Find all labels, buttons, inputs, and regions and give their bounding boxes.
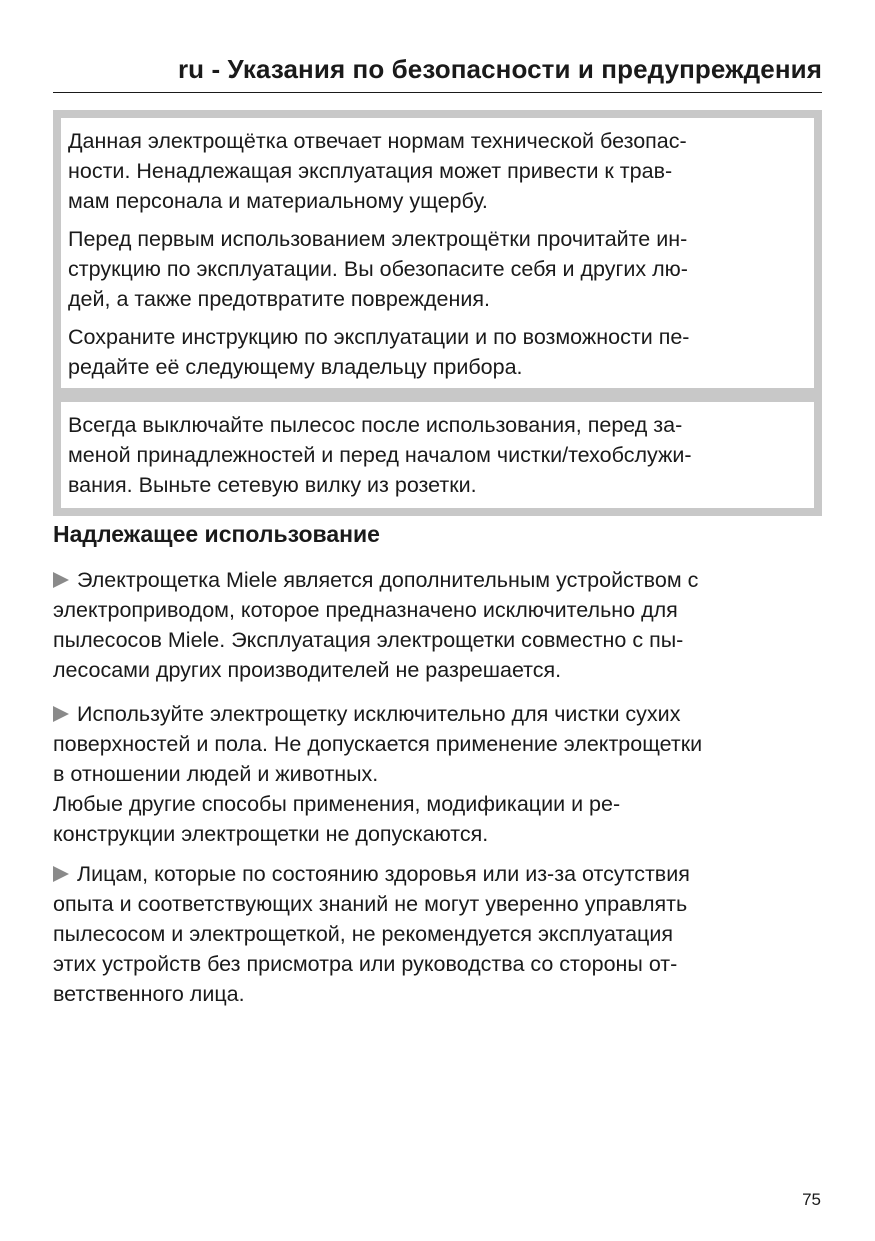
bullet-line: [53, 859, 833, 889]
notice-paragraph: [61, 126, 814, 216]
notice-line: меной принадлежностей и перед началом чистки/техобслужи-: [68, 443, 692, 467]
bullet-text: Лицам, которые по состоянию здоровья или из-за отсутствия: [77, 862, 690, 886]
bullet-line: [53, 699, 833, 729]
bullet-line: электроприводом, которое предназначено исключительно для: [53, 598, 678, 622]
notice-paragraph: [61, 322, 814, 382]
notice-line: Сохраните инструкцию по эксплуатации и по возможности пе-: [68, 325, 690, 349]
bullet-text: Электрощетка Miele является дополнительным устройством с: [77, 568, 699, 592]
bullet-line: конструкции электрощетки не допускаются.: [53, 822, 489, 846]
triangle-bullet-icon: [53, 866, 69, 882]
notice-paragraph: [61, 224, 814, 314]
notice-line: Всегда выключайте пылесос после использования, перед за-: [68, 413, 683, 437]
notice-line: Данная электрощётка отвечает нормам технической безопас-: [68, 129, 687, 153]
bullet-line: пылесосом и электрощеткой, не рекомендуется эксплуатация: [53, 922, 674, 946]
bullet-text: Используйте электрощетку исключительно для чистки сухих: [77, 702, 681, 726]
bullet-line: опыта и соответствующих знаний не могут уверенно управлять: [53, 892, 688, 916]
bullet-paragraph: [53, 565, 833, 685]
unplug-warning-box: [53, 394, 822, 516]
bullet-line: этих устройств без присмотра или руководства со стороны от-: [53, 952, 678, 976]
bullet-line: [53, 565, 833, 595]
notice-line: дей, а также предотвратите повреждения.: [68, 287, 490, 311]
bullet-line: ветственного лица.: [53, 982, 245, 1006]
bullet-line: Любые другие способы применения, модификации и ре-: [53, 792, 621, 816]
bullet-line: пылесосов Miele. Эксплуатация электрощетки совместно с пы-: [53, 628, 684, 652]
triangle-bullet-icon: [53, 572, 69, 588]
notice-line: мам персонала и материальному ущербу.: [68, 189, 488, 213]
notice-line: редайте её следующему владельцу прибора.: [68, 355, 523, 379]
notice-line: струкцию по эксплуатации. Вы обезопасите себя и других лю-: [68, 257, 688, 281]
page-title: ru - Указания по безопасности и предупреждения: [177, 54, 822, 84]
section-heading: Надлежащее использование: [53, 521, 380, 547]
bullet-paragraph: [53, 859, 833, 1009]
triangle-bullet-icon: [53, 706, 69, 722]
bullet-paragraph: [53, 699, 833, 849]
page-number: 75: [802, 1190, 821, 1209]
page-header: [53, 52, 822, 93]
bullet-line: в отношении людей и животных.: [53, 762, 379, 786]
notice-paragraph: [61, 410, 814, 500]
bullet-line: лесосами других производителей не разрешается.: [53, 658, 562, 682]
notice-line: вания. Выньте сетевую вилку из розетки.: [68, 473, 477, 497]
bullet-line: поверхностей и пола. Не допускается применение электрощетки: [53, 732, 703, 756]
notice-line: ности. Ненадлежащая эксплуатация может привести к трав-: [68, 159, 673, 183]
notice-line: Перед первым использованием электрощётки прочитайте ин-: [68, 227, 688, 251]
safety-notice-box: [53, 110, 822, 396]
